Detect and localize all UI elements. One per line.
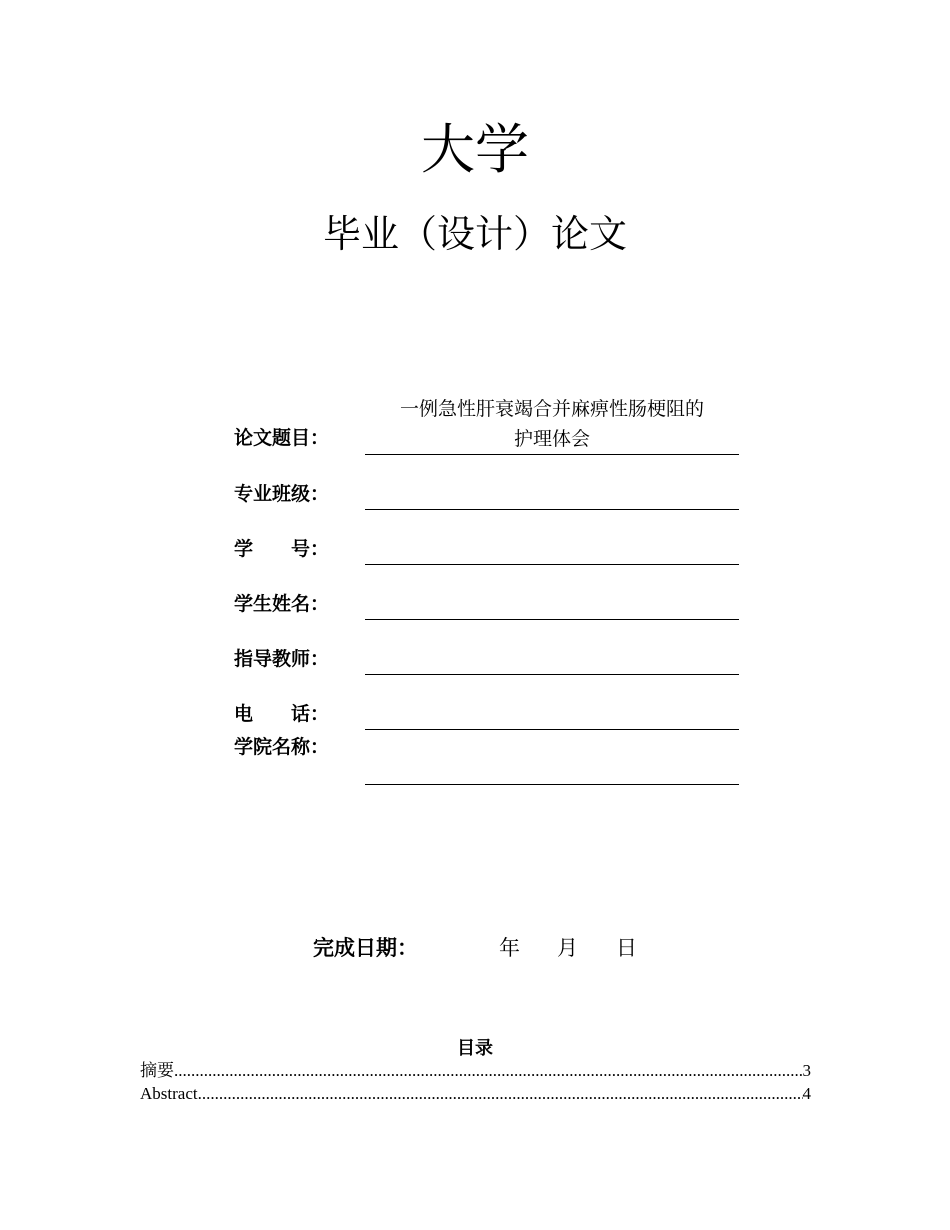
major-class-field[interactable] [365, 509, 739, 510]
phone-label: 电 话： [234, 703, 330, 725]
toc-entry-page: 3 [802, 1061, 811, 1080]
college-label: 学院名称： [234, 736, 330, 758]
student-name-label: 学生姓名： [234, 593, 330, 615]
topic-value [365, 394, 739, 454]
phone-field[interactable] [365, 729, 739, 730]
college-field[interactable] [365, 784, 739, 785]
completion-year: 年 [499, 936, 520, 960]
toc-entry-label: Abstract [140, 1084, 198, 1103]
toc-entry[interactable] [140, 1060, 811, 1082]
advisor-field[interactable] [365, 674, 739, 675]
topic-line-1: 一例急性肝衰竭合并麻痹性肠梗阻的 [399, 398, 704, 420]
cover-title: 大学 [421, 118, 529, 181]
completion-month: 月 [557, 936, 578, 960]
toc-entry-page: 4 [802, 1084, 811, 1103]
student-id-field[interactable] [365, 564, 739, 565]
toc-title: 目录 [457, 1038, 493, 1058]
student-id-label: 学 号： [234, 538, 330, 560]
toc-entry-label: 摘要 [140, 1061, 174, 1080]
major-class-label: 专业班级： [234, 483, 330, 505]
toc-entry[interactable] [140, 1083, 811, 1105]
cover-subtitle: 毕业（设计）论文 [322, 212, 627, 256]
toc-leader-dots [198, 1083, 803, 1105]
topic-underline [365, 454, 739, 455]
advisor-label: 指导教师： [234, 648, 330, 670]
topic-line-2: 护理体会 [513, 428, 590, 450]
completion-day: 日 [616, 936, 637, 960]
toc-leader-dots [174, 1060, 803, 1082]
topic-label: 论文题目： [234, 427, 330, 449]
completion-date-label: 完成日期： [313, 936, 418, 960]
student-name-field[interactable] [365, 619, 739, 620]
